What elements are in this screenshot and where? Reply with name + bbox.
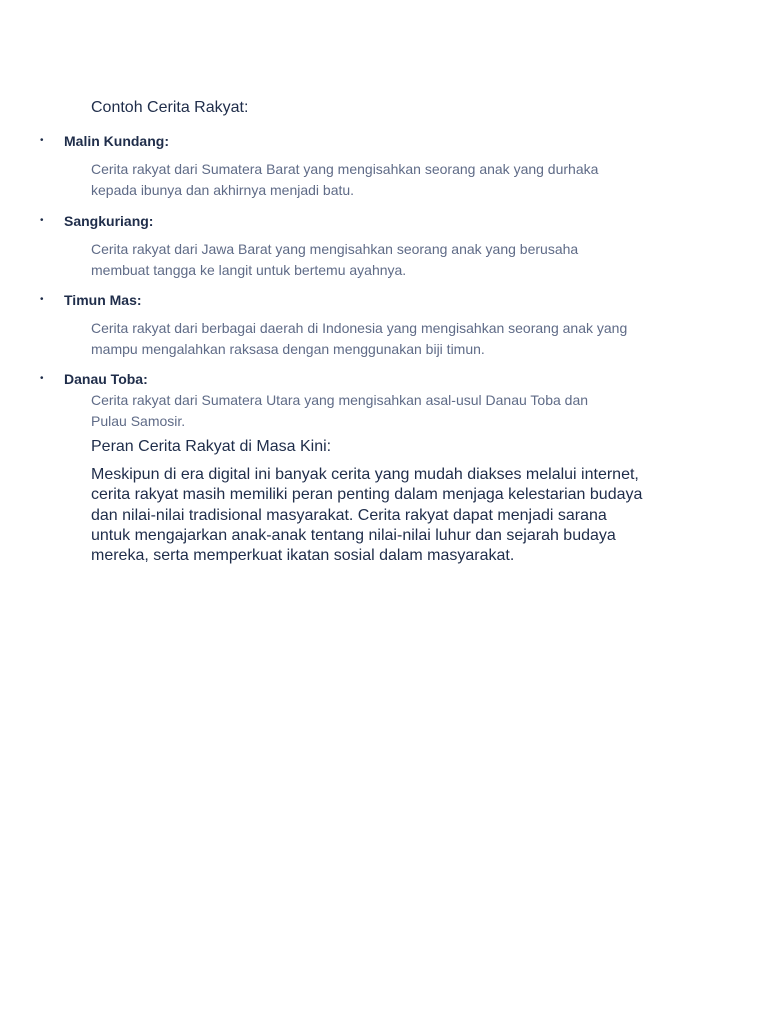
- list-bullet: •: [40, 135, 44, 146]
- list-item-title: Danau Toba:: [64, 371, 148, 387]
- paragraph-line: dan nilai-nilai tradisional masyarakat. Cerita rakyat dapat menjadi sarana: [91, 506, 607, 524]
- list-item-description: [91, 390, 691, 431]
- section-heading-examples: Contoh Cerita Rakyat:: [91, 99, 249, 116]
- section-heading-modern-role: Peran Cerita Rakyat di Masa Kini:: [91, 438, 332, 455]
- paragraph-line: Meskipun di era digital ini banyak cerita yang mudah diakses melalui internet,: [91, 466, 639, 483]
- list-item-description: [91, 239, 691, 280]
- description-line: membuat tangga ke langit untuk bertemu ayahnya.: [91, 261, 407, 278]
- list-bullet: •: [40, 294, 44, 305]
- list-bullet: •: [40, 215, 44, 226]
- paragraph-line: cerita rakyat masih memiliki peran penting dalam menjaga kelestarian budaya: [91, 486, 643, 504]
- list-item-title: Sangkuriang:: [64, 213, 154, 229]
- description-line: mampu mengalahkan raksasa dengan menggunakan biji timun.: [91, 340, 485, 357]
- paragraph-line: untuk mengajarkan anak-anak tentang nilai-nilai luhur dan sejarah budaya: [91, 526, 616, 544]
- paragraph-line: mereka, serta memperkuat ikatan sosial dalam masyarakat.: [91, 547, 515, 565]
- body-paragraph: [91, 465, 691, 566]
- description-line: kepada ibunya dan akhirnya menjadi batu.: [91, 181, 355, 198]
- description-line: Cerita rakyat dari berbagai daerah di Indonesia yang mengisahkan seorang anak yang: [91, 320, 628, 336]
- list-bullet: •: [40, 373, 44, 384]
- list-item-description: [91, 159, 691, 200]
- description-line: Pulau Samosir.: [91, 412, 186, 429]
- description-line: Cerita rakyat dari Sumatera Utara yang mengisahkan asal-usul Danau Toba dan: [91, 392, 589, 408]
- list-item-title: Malin Kundang:: [64, 133, 169, 149]
- description-line: Cerita rakyat dari Sumatera Barat yang mengisahkan seorang anak yang durhaka: [91, 161, 599, 177]
- description-line: Cerita rakyat dari Jawa Barat yang mengisahkan seorang anak yang berusaha: [91, 241, 579, 257]
- list-item-title: Timun Mas:: [64, 292, 142, 308]
- list-item-description: [91, 318, 691, 359]
